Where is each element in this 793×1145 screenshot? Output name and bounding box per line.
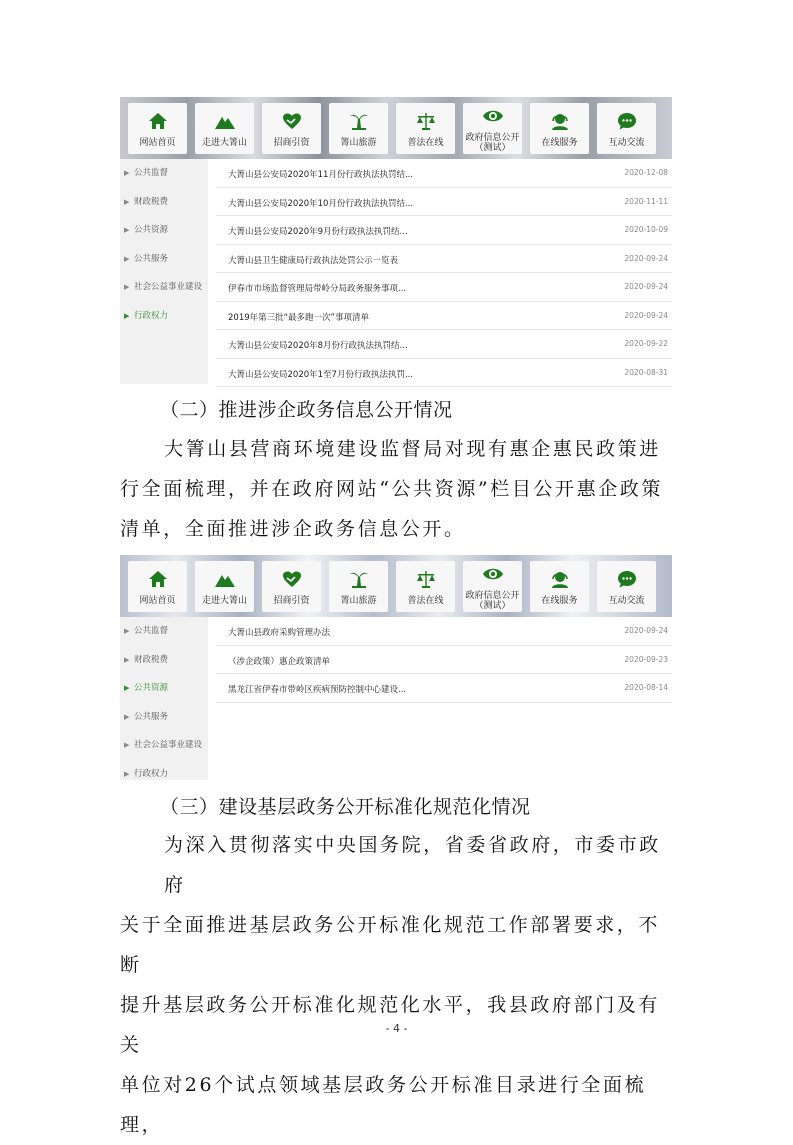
sidebar	[120, 617, 208, 780]
list-item-title[interactable]: 大箐山县公安局2020年1至7月份行政执法执罚...	[228, 369, 414, 380]
list-item[interactable]	[216, 674, 672, 703]
sidebar-item[interactable]	[120, 245, 208, 274]
mountain-icon	[214, 569, 236, 593]
sidebar-item[interactable]	[120, 302, 208, 331]
main-nav	[128, 103, 656, 154]
paragraph-line: 单位对26个试点领域基层政务公开标准目录进行全面梳理，	[120, 1074, 647, 1136]
home-icon	[147, 569, 169, 593]
sidebar-item[interactable]	[120, 617, 208, 646]
nav-item-label: 走进大箐山	[201, 596, 247, 606]
list-item[interactable]	[216, 273, 672, 302]
nav-item-sublabel: （测试）	[474, 143, 511, 153]
nav-item-sublabel: （测试）	[474, 601, 511, 611]
sidebar-item-label: 社会公益事业建设	[134, 282, 203, 292]
chevron-right-icon: ▶	[124, 254, 130, 263]
list-item-date: 2020-11-11	[624, 196, 668, 206]
home-icon	[147, 111, 169, 135]
list-item-title[interactable]: 大箐山县公安局2020年11月份行政执法执罚结...	[228, 170, 414, 180]
nav-item-3[interactable]	[329, 561, 388, 612]
chevron-right-icon: ▶	[124, 769, 130, 778]
article-list	[216, 617, 672, 703]
paragraph-line: 提升基层政务公开标准化规范化水平，我县政府部门及有关	[120, 994, 661, 1056]
nav-item-4[interactable]	[396, 103, 455, 154]
sidebar	[120, 159, 208, 384]
nav-item-5[interactable]	[463, 103, 522, 154]
nav-item-6[interactable]	[530, 103, 589, 154]
list-item-date: 2020-09-22	[624, 339, 668, 348]
chevron-right-icon: ▶	[124, 627, 130, 635]
list-item-date: 2020-09-23	[624, 654, 668, 664]
headset-icon	[549, 111, 571, 135]
sidebar-item-label: 公共监督	[134, 168, 169, 178]
sidebar-item[interactable]	[120, 674, 208, 703]
list-item-title[interactable]: 大箐山县卫生健康局行政执法处罚公示一览表	[228, 255, 399, 266]
main-nav	[128, 561, 656, 612]
palm-tree-icon	[348, 111, 370, 135]
nav-item-3[interactable]	[329, 103, 388, 154]
paragraph-line: 大箐山县营商环境建设监督局对现有惠企惠民政策进	[164, 438, 661, 460]
nav-item-label: 在线服务	[541, 596, 578, 606]
sidebar-item-label: 社会公益事业建设	[134, 740, 203, 750]
section-heading-3: （三）建设基层政务公开标准化规范化情况	[160, 796, 531, 818]
sidebar-item-label: 财政税费	[134, 196, 169, 207]
sidebar-item-label: 公共资源	[134, 225, 169, 235]
page-number: - 4 -	[385, 1022, 408, 1035]
list-item-title[interactable]: 大箐山县公安局2020年9月份行政执法执罚结...	[228, 227, 408, 237]
list-item-title[interactable]: 大箐山县公安局2020年10月份行政执法执罚结...	[228, 198, 414, 209]
list-item[interactable]	[216, 216, 672, 245]
list-item-title[interactable]: 2019年第三批“最多跑一次”事项清单	[228, 312, 369, 323]
paragraph-line: 行全面梳理，并在政府网站“公共资源”栏目公开惠企政策	[120, 478, 664, 500]
sidebar-item-label: 财政税费	[134, 654, 169, 665]
paragraph-line: 为深入贯彻落实中央国务院，省委省政府，市委市政府	[164, 834, 661, 896]
scales-icon	[415, 111, 437, 135]
chevron-right-icon: ▶	[124, 712, 130, 721]
nav-item-1[interactable]	[195, 103, 254, 154]
article-list	[216, 159, 672, 387]
scales-icon	[415, 569, 437, 593]
sidebar-item-label: 公共服务	[134, 253, 169, 264]
list-item-date: 2020-10-09	[624, 225, 668, 234]
chevron-right-icon: ▶	[124, 655, 130, 664]
sidebar-item-label: 行政权力	[134, 768, 169, 779]
nav-item-7[interactable]	[597, 561, 656, 612]
section-2-paragraph	[120, 429, 675, 549]
nav-banner	[120, 555, 672, 617]
nav-item-label: 网站首页	[139, 596, 176, 606]
list-item-title[interactable]: 黑龙江省伊春市带岭区疾病预防控制中心建设...	[228, 685, 407, 695]
list-item-date: 2020-08-14	[624, 683, 668, 692]
nav-item-6[interactable]	[530, 561, 589, 612]
list-item[interactable]	[216, 302, 672, 331]
chevron-right-icon: ▶	[124, 169, 130, 177]
list-item-date: 2020-09-24	[624, 626, 668, 635]
section-heading-2: （二）推进涉企政务信息公开情况	[160, 399, 453, 421]
nav-item-7[interactable]	[597, 103, 656, 154]
list-item-date: 2020-08-31	[624, 367, 668, 377]
nav-banner	[120, 97, 672, 159]
chevron-right-icon: ▶	[124, 311, 130, 320]
nav-item-5[interactable]	[463, 561, 522, 612]
headset-icon	[549, 569, 571, 593]
sidebar-item[interactable]	[120, 760, 208, 789]
mountain-icon	[214, 111, 236, 135]
nav-item-label: 政府信息公开	[465, 133, 520, 143]
sidebar-item[interactable]	[120, 188, 208, 217]
eye-icon	[482, 564, 504, 588]
nav-item-label: 在线服务	[541, 138, 578, 148]
list-item-title[interactable]: 大箐山县政府采购管理办法	[228, 628, 331, 638]
list-item-title[interactable]: 伊春市市场监督管理局带岭分局政务服务事项...	[228, 284, 407, 294]
nav-item-label: 招商引资	[273, 138, 310, 148]
nav-item-label: 互动交流	[608, 138, 645, 148]
palm-tree-icon	[348, 569, 370, 593]
website-screenshot-1	[120, 97, 672, 384]
website-screenshot-2	[120, 555, 672, 780]
paragraph-line: 关于全面推进基层政务公开标准化规范工作部署要求，不断	[120, 914, 661, 976]
nav-item-label: 招商引资	[273, 596, 310, 606]
list-item-title[interactable]: （涉企政策）惠企政策清单	[228, 656, 331, 667]
handshake-heart-icon	[281, 569, 303, 593]
nav-item-4[interactable]	[396, 561, 455, 612]
list-item[interactable]	[216, 617, 672, 646]
list-item[interactable]	[216, 359, 672, 388]
list-item[interactable]	[216, 330, 672, 359]
chat-bubble-icon	[616, 569, 638, 593]
sidebar-item-label: 公共资源	[134, 683, 169, 693]
sidebar-item[interactable]	[120, 646, 208, 675]
chevron-right-icon: ▶	[124, 741, 130, 749]
paragraph-line: 清单，全面推进涉企政务信息公开。	[120, 518, 466, 540]
chevron-right-icon: ▶	[124, 197, 130, 206]
nav-item-label: 互动交流	[608, 596, 645, 606]
nav-item-label: 政府信息公开	[465, 591, 520, 601]
section-3-paragraph	[120, 825, 675, 1145]
chevron-right-icon: ▶	[124, 283, 130, 291]
nav-item-label: 普法在线	[407, 596, 444, 606]
list-item-date: 2020-09-24	[624, 253, 668, 263]
handshake-heart-icon	[281, 111, 303, 135]
list-item[interactable]	[216, 188, 672, 217]
sidebar-item-label: 公共服务	[134, 711, 169, 722]
list-item[interactable]	[216, 646, 672, 675]
nav-item-label: 箐山旅游	[340, 596, 377, 606]
list-item-date: 2020-09-24	[624, 282, 668, 291]
chat-bubble-icon	[616, 111, 638, 135]
nav-item-2[interactable]	[262, 103, 321, 154]
nav-item-0[interactable]	[128, 561, 187, 612]
nav-item-label: 走进大箐山	[201, 138, 247, 148]
list-item[interactable]	[216, 159, 672, 188]
nav-item-label: 普法在线	[407, 138, 444, 148]
nav-item-label: 网站首页	[139, 138, 176, 148]
list-item-date: 2020-12-08	[624, 168, 668, 177]
list-item-title[interactable]: 大箐山县公安局2020年8月份行政执法执罚结...	[228, 341, 408, 351]
chevron-right-icon: ▶	[124, 684, 130, 692]
nav-item-2[interactable]	[262, 561, 321, 612]
eye-icon	[482, 106, 504, 130]
nav-item-label: 箐山旅游	[340, 138, 377, 148]
list-item-date: 2020-09-24	[624, 310, 668, 320]
nav-item-1[interactable]	[195, 561, 254, 612]
nav-item-0[interactable]	[128, 103, 187, 154]
sidebar-item-label: 公共监督	[134, 626, 169, 636]
sidebar-item-label: 行政权力	[134, 310, 169, 321]
sidebar-item[interactable]	[120, 159, 208, 188]
chevron-right-icon: ▶	[124, 226, 130, 234]
list-item[interactable]	[216, 245, 672, 274]
sidebar-item[interactable]	[120, 216, 208, 245]
sidebar-item[interactable]	[120, 703, 208, 732]
sidebar-item[interactable]	[120, 731, 208, 760]
sidebar-item[interactable]	[120, 273, 208, 302]
